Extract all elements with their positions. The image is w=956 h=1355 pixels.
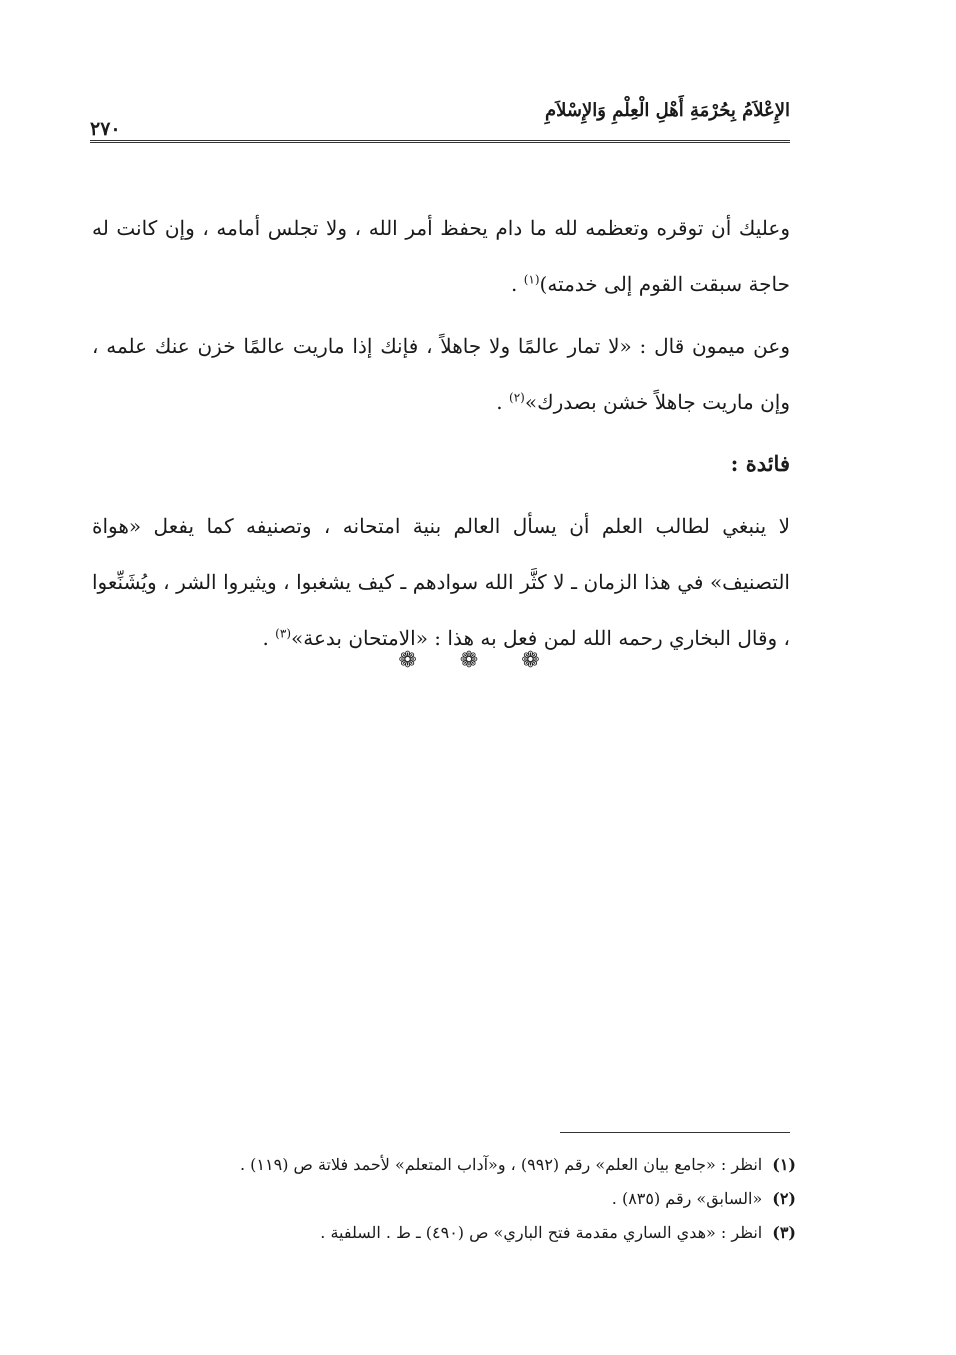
- footnote-number: (٣): [772, 1223, 796, 1242]
- footnote-number: (٢): [772, 1189, 796, 1208]
- paragraph-text: وعن ميمون قال : «لا تمار عالمًا ولا جاهلاً ، فإنك إذا ماريت عالمًا خزن عنك علمه ، وإن ماريت جاهلاً خشن بصدرك»: [92, 334, 790, 414]
- page-header: [90, 100, 790, 140]
- paragraph-text: لا ينبغي لطالب العلم أن يسأل العالم بنية امتحانه ، وتصنيفه كما يفعل «هواة التصنيف» في هذا الزمان ـ لا كثَّر الله سوادهم ـ كيف يشغبوا ، ويثيروا الشر ، ويُشَنِّعوا ، وقال البخاري رحمه الله لمن فعل به هذا : «الامتحان بدعة»: [92, 514, 790, 650]
- paragraph-fawaid: [92, 498, 790, 666]
- page-number: ٢٧٠: [90, 118, 121, 140]
- footnotes: [166, 1148, 796, 1250]
- footnote-text: انظر : «هدي الساري مقدمة فتح الباري» ص (٤٩٠) ـ ط . السلفية .: [320, 1223, 763, 1242]
- footnote-3: [166, 1216, 796, 1250]
- paragraph-respect: [92, 200, 790, 312]
- paragraph-text: وعليك أن توقره وتعظمه لله ما دام يحفظ أمر الله ، ولا تجلس أمامه ، وإن كانت له حاجة سبقت القوم إلى خدمته): [92, 216, 790, 296]
- main-text: [92, 200, 790, 672]
- header-rule: [90, 140, 790, 143]
- paragraph-maymun: [92, 318, 790, 430]
- paragraph-tail: .: [510, 272, 524, 296]
- footnote-separator: [560, 1132, 790, 1133]
- running-title: الإِعْلاَمُ بِحُرْمَةِ أَهْلِ الْعِلْمِ وَالإِسْلاَمِ: [545, 100, 790, 121]
- section-ornaments: ❁ ❁ ❁: [398, 648, 558, 673]
- fawaid-heading: فائدة :: [730, 451, 790, 476]
- footnote-2: [166, 1182, 796, 1216]
- footnote-ref-3[interactable]: (٣): [275, 626, 291, 641]
- footnote-number: (١): [772, 1155, 796, 1174]
- footnote-1: [166, 1148, 796, 1182]
- footnote-ref-1[interactable]: (١): [523, 272, 540, 287]
- paragraph-tail: .: [496, 390, 510, 414]
- footnote-text: انظر : «جامع بيان العلم» رقم (٩٩٢) ، و«آداب المتعلم» لأحمد فلاتة ص (١١٩) .: [239, 1155, 763, 1174]
- footnote-text: «السابق» رقم (٨٣٥) .: [611, 1189, 763, 1208]
- paragraph-tail: .: [262, 626, 276, 650]
- footnote-ref-2[interactable]: (٢): [509, 390, 525, 405]
